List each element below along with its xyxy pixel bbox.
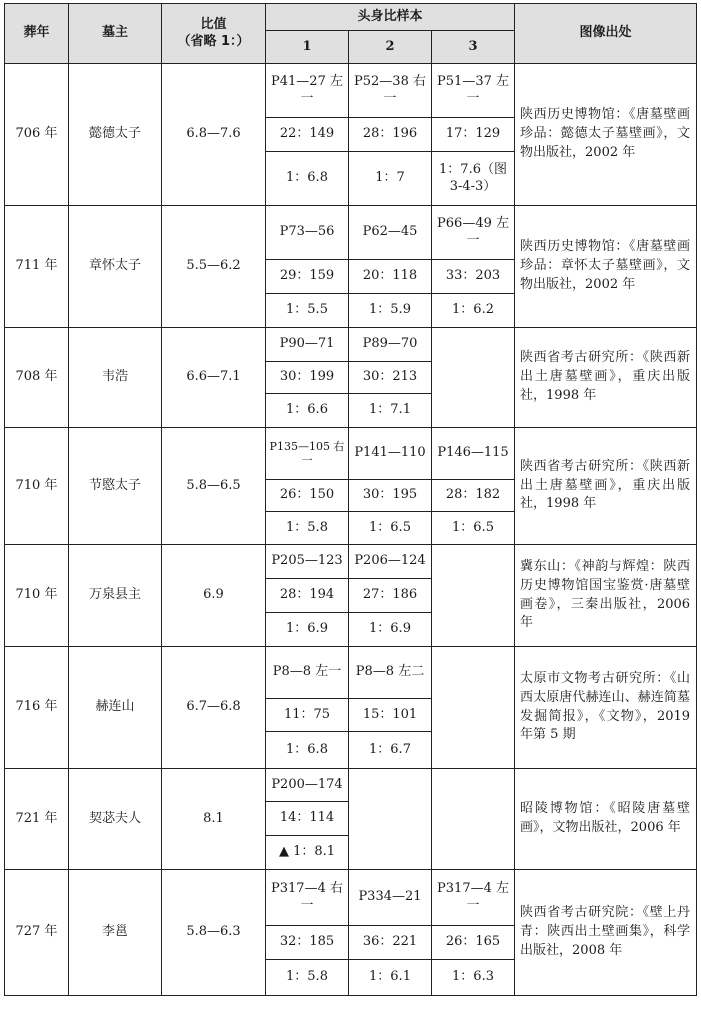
source-cell: 太原市文物考古研究所：《山西太原唐代赫连山、赫连简墓发掘简报》，《文物》，2019 年第 5 期 [515, 647, 697, 769]
sample-cell: P51—37 左一 [432, 64, 515, 118]
sample-cell: 1：5.5 [266, 294, 349, 328]
sample-cell: 1：6.1 [349, 960, 432, 996]
sample-cell: 1：7 [349, 152, 432, 206]
sample-cell: 30：195 [349, 480, 432, 512]
year-cell: 716 年 [5, 647, 69, 769]
owner-cell: 韦浩 [69, 328, 162, 428]
sample-cell: P135—105 右一 [266, 428, 349, 480]
sample-cell: 1：7.1 [349, 394, 432, 428]
sample-cell: P141—110 [349, 428, 432, 480]
sample-cell: 33：203 [432, 260, 515, 294]
sample-cell: 1：6.5 [349, 512, 432, 545]
table-row [5, 328, 697, 362]
year-cell: 708 年 [5, 328, 69, 428]
table-row [5, 769, 697, 802]
sample-cell: 28：196 [349, 118, 432, 152]
sample-cell: 26：165 [432, 926, 515, 960]
sample-cell: P8—8 左一 [266, 647, 349, 699]
sample-cell: 14：114 [266, 802, 349, 836]
empty-sample-cell [432, 328, 515, 428]
year-cell: 721 年 [5, 769, 69, 870]
header-source: 图像出处 [515, 4, 697, 64]
empty-sample-cell [432, 545, 515, 647]
sample-cell: 1：5.8 [266, 512, 349, 545]
header-ratio [162, 4, 266, 64]
sample-cell: ▲ 1：8.1 [266, 836, 349, 870]
sample-cell: P317—4 右一 [266, 870, 349, 926]
year-cell: 710 年 [5, 545, 69, 647]
sample-cell: 36：221 [349, 926, 432, 960]
sample-cell: 11：75 [266, 699, 349, 732]
sample-cell: 32：185 [266, 926, 349, 960]
year-cell: 727 年 [5, 870, 69, 996]
ratio-cell: 6.6—7.1 [162, 328, 266, 428]
sample-cell: 1：6.3 [432, 960, 515, 996]
sample-cell: 22：149 [266, 118, 349, 152]
header-ratio-note: （省略 1：） [177, 33, 250, 49]
sample-cell: P8—8 左二 [349, 647, 432, 699]
sample-cell: P317—4 左一 [432, 870, 515, 926]
sample-cell: 26：150 [266, 480, 349, 512]
source-cell: 陕西省考古研究所：《陕西新出土唐墓壁画》，重庆出版社，1998 年 [515, 428, 697, 545]
sample-cell: 20：118 [349, 260, 432, 294]
sample-cell: 29：159 [266, 260, 349, 294]
sample-cell: 28：182 [432, 480, 515, 512]
sample-cell: P206—124 [349, 545, 432, 579]
sample-cell: P41—27 左一 [266, 64, 349, 118]
owner-cell: 契苾夫人 [69, 769, 162, 870]
sample-cell: 28：194 [266, 579, 349, 613]
sample-cell: 1：6.8 [266, 732, 349, 769]
year-cell: 711 年 [5, 206, 69, 328]
table-row [5, 545, 697, 579]
ratio-cell: 8.1 [162, 769, 266, 870]
table-row [5, 64, 697, 118]
source-cell: 陕西省考古研究院：《壁上丹青：陕西出土壁画集》，科学出版社，2008 年 [515, 870, 697, 996]
source-cell: 冀东山：《神韵与辉煌：陕西历史博物馆国宝鉴赏·唐墓壁画卷》，三秦出版社，2006 年 [515, 545, 697, 647]
header-sample-2: 2 [349, 31, 432, 64]
sample-cell: 15：101 [349, 699, 432, 732]
sample-cell: 1：5.8 [266, 960, 349, 996]
sample-cell: P52—38 右一 [349, 64, 432, 118]
sample-cell: 1：6.9 [266, 613, 349, 647]
sample-cell: P146—115 [432, 428, 515, 480]
table-row [5, 870, 697, 926]
empty-sample-cell [432, 769, 515, 870]
source-cell: 陕西历史博物馆：《唐墓壁画珍品：章怀太子墓壁画》，文物出版社，2002 年 [515, 206, 697, 328]
owner-cell: 赫连山 [69, 647, 162, 769]
sample-cell: P73—56 [266, 206, 349, 260]
sample-cell: P90—71 [266, 328, 349, 362]
header-ratio-label: 比值 [200, 16, 227, 32]
ratio-table [4, 3, 697, 996]
sample-cell: 1：7.6（图 3-4-3） [432, 152, 515, 206]
sample-cell: P62—45 [349, 206, 432, 260]
header-samples: 头身比样本 [266, 4, 515, 31]
sample-cell: 30：199 [266, 362, 349, 394]
owner-cell: 章怀太子 [69, 206, 162, 328]
owner-cell: 李邕 [69, 870, 162, 996]
sample-cell: P89—70 [349, 328, 432, 362]
owner-cell: 万泉县主 [69, 545, 162, 647]
year-cell: 706 年 [5, 64, 69, 206]
owner-cell: 懿德太子 [69, 64, 162, 206]
sample-cell: 1：6.5 [432, 512, 515, 545]
ratio-cell: 5.5—6.2 [162, 206, 266, 328]
table-row [5, 428, 697, 480]
sample-cell: 17：129 [432, 118, 515, 152]
header-sample-3: 3 [432, 31, 515, 64]
source-cell: 陕西历史博物馆：《唐墓壁画珍品：懿德太子墓壁画》，文物出版社，2002 年 [515, 64, 697, 206]
sample-cell: 30：213 [349, 362, 432, 394]
sample-cell: P334—21 [349, 870, 432, 926]
header-sample-1: 1 [266, 31, 349, 64]
ratio-cell: 6.9 [162, 545, 266, 647]
sample-cell: P66—49 左一 [432, 206, 515, 260]
year-cell: 710 年 [5, 428, 69, 545]
sample-cell: P205—123 [266, 545, 349, 579]
source-cell: 昭陵博物馆：《昭陵唐墓壁画》，文物出版社，2006 年 [515, 769, 697, 870]
ratio-cell: 5.8—6.5 [162, 428, 266, 545]
sample-cell: P200—174 [266, 769, 349, 802]
table-row [5, 647, 697, 699]
ratio-cell: 5.8—6.3 [162, 870, 266, 996]
header-owner: 墓主 [69, 4, 162, 64]
sample-cell: 1：6.7 [349, 732, 432, 769]
table-row [5, 206, 697, 260]
sample-cell: 1：6.9 [349, 613, 432, 647]
sample-cell: 1：6.6 [266, 394, 349, 428]
sample-cell: 1：6.2 [432, 294, 515, 328]
sample-cell: 1：5.9 [349, 294, 432, 328]
empty-sample-cell [349, 769, 432, 870]
owner-cell: 节愍太子 [69, 428, 162, 545]
ratio-cell: 6.7—6.8 [162, 647, 266, 769]
sample-cell: 27：186 [349, 579, 432, 613]
header-year: 葬年 [5, 4, 69, 64]
empty-sample-cell [432, 647, 515, 769]
sample-cell: 1：6.8 [266, 152, 349, 206]
ratio-cell: 6.8—7.6 [162, 64, 266, 206]
source-cell: 陕西省考古研究所：《陕西新出土唐墓壁画》，重庆出版社，1998 年 [515, 328, 697, 428]
